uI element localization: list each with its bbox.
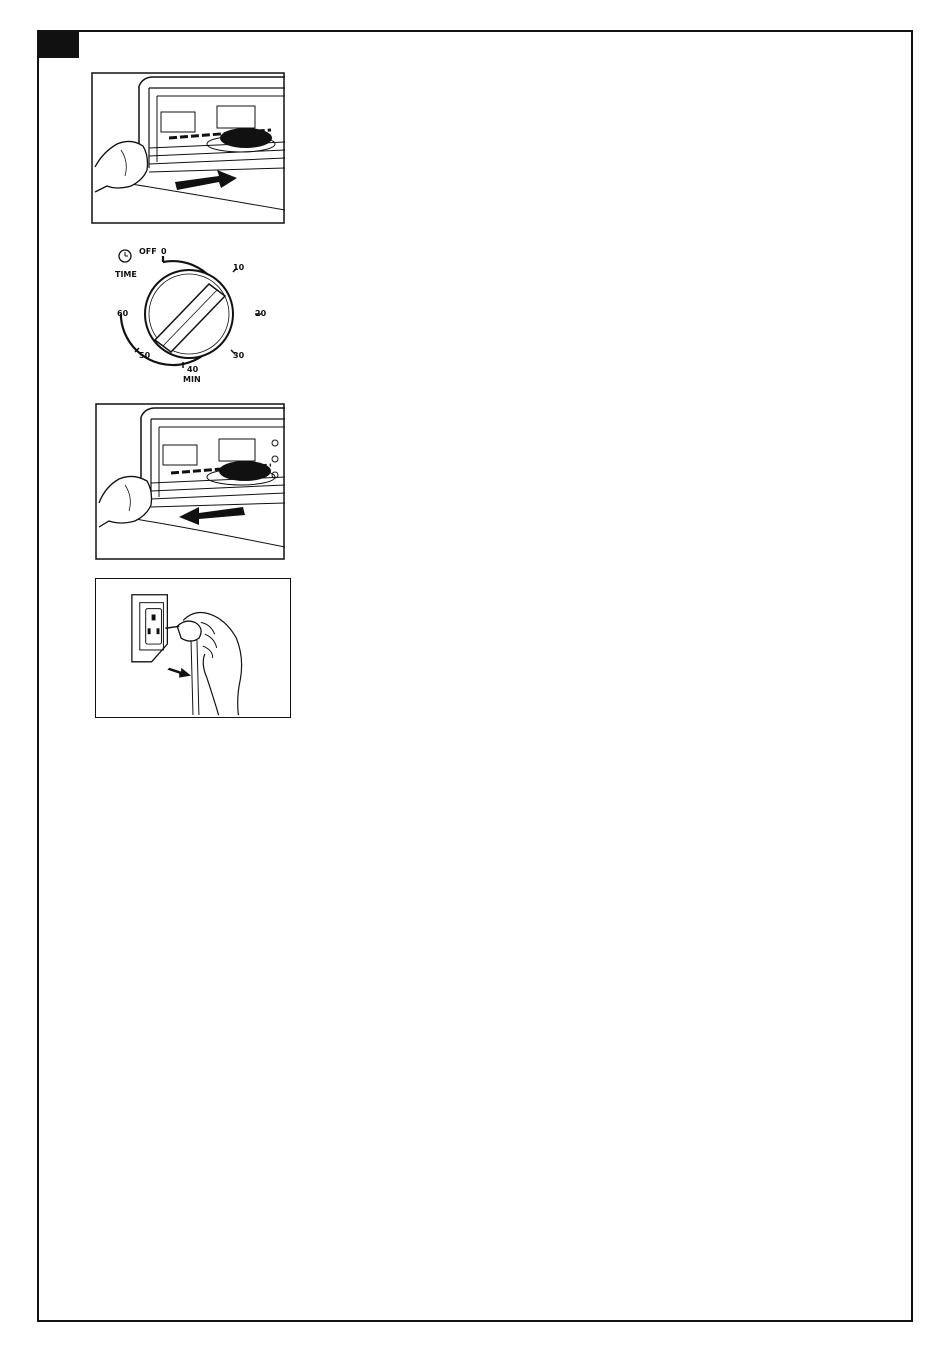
ten-label: 10	[233, 263, 245, 272]
oven-insert-illustration	[91, 72, 285, 224]
sixty-label: 60	[117, 309, 129, 318]
time-label: TIME	[115, 270, 137, 279]
figure-remove-tray	[95, 403, 285, 560]
timer-dial-illustration	[91, 236, 285, 386]
min-label: MIN	[183, 375, 201, 384]
zero-label: 0	[161, 247, 167, 256]
twenty-label: 20	[255, 309, 267, 318]
unplug-illustration	[96, 579, 290, 717]
oven-remove-illustration	[95, 403, 285, 560]
off-label: OFF	[139, 247, 157, 256]
section-tab	[37, 30, 79, 58]
fifty-label: 50	[139, 351, 151, 360]
figure-timer-dial	[91, 236, 285, 386]
thirty-label: 30	[233, 351, 245, 360]
figure-unplug	[95, 578, 291, 718]
clock-icon	[119, 250, 131, 262]
figure-insert-tray	[91, 72, 285, 224]
forty-label: 40	[187, 365, 199, 374]
